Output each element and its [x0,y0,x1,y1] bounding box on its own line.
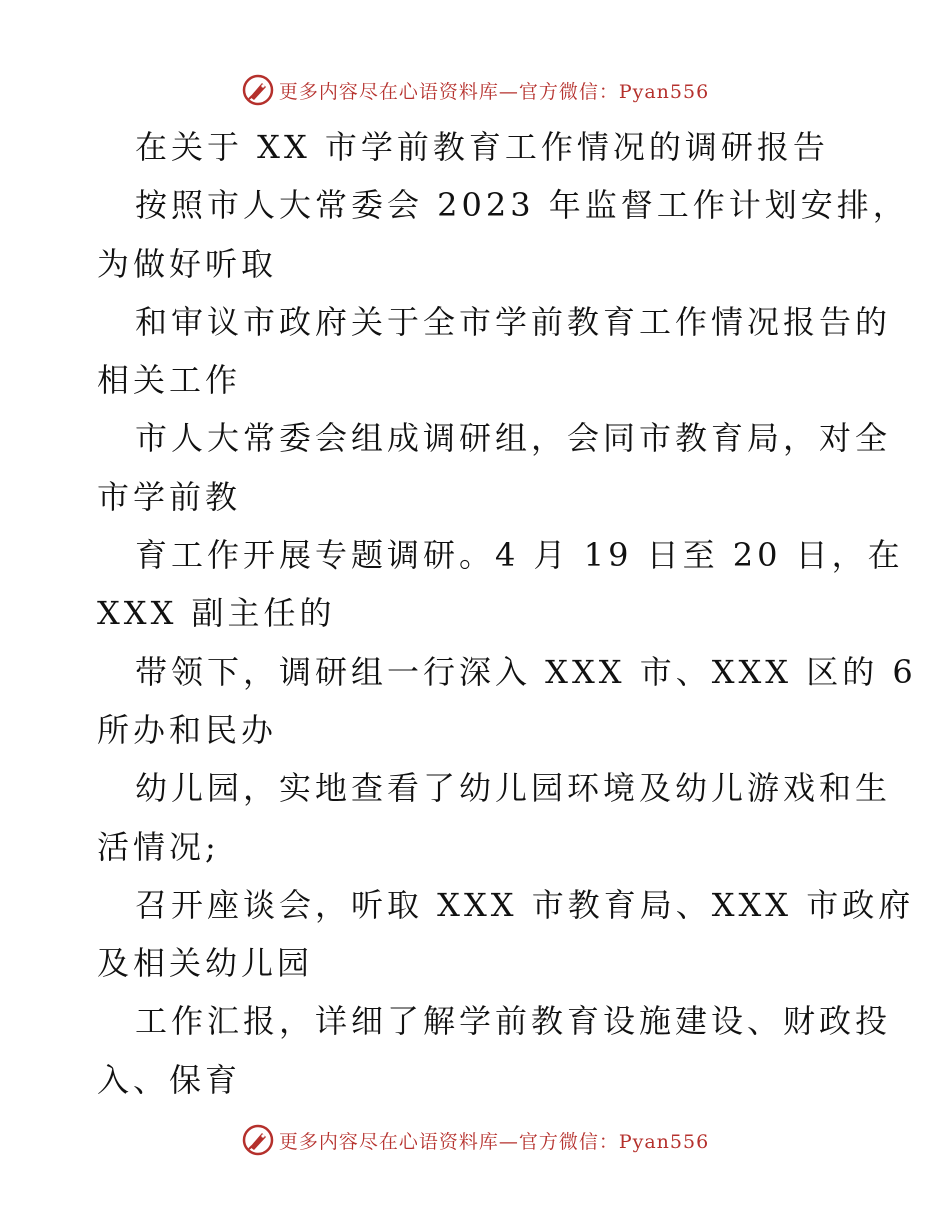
document-line: 幼儿园，实地查看了幼儿园环境及幼儿游戏和生 [135,769,892,808]
document-line: 入、保育 [97,1060,242,1099]
header-banner [0,70,950,110]
document-line: 和审议市政府关于全市学前教育工作情况报告的 [135,302,892,341]
document-line: XXX 副主任的 [97,594,336,633]
document-line: 召开座谈会，听取 XXX 市教育局、XXX 市政府 [135,885,915,924]
document-line: 活情况; [97,827,220,866]
document-line: 市人大常委会组成调研组，会同市教育局，对全 [135,419,892,458]
document-line: 工作汇报，详细了解学前教育设施建设、财政投 [135,1002,892,1041]
document-line: 带领下，调研组一行深入 XXX 市、XXX 区的 6 [135,652,917,691]
document-line: 所办和民办 [97,710,278,749]
pen-nib-logo-icon [241,73,275,107]
document-line: 按照市人大常委会 2023 年监督工作计划安排， [135,186,909,225]
pen-nib-logo-icon [241,1123,275,1157]
document-line: 相关工作 [97,361,242,400]
document-body [97,118,917,1109]
footer-banner-text: 更多内容尽在心语资料库—官方微信：Pyan556 [278,1130,710,1153]
header-banner-text: 更多内容尽在心语资料库—官方微信：Pyan556 [278,80,710,103]
document-line: 在关于 XX 市学前教育工作情况的调研报告 [135,128,829,166]
footer-banner [0,1120,950,1160]
document-line: 市学前教 [97,477,242,516]
document-line: 及相关幼儿园 [97,944,314,983]
document-line: 育工作开展专题调研。4 月 19 日至 20 日，在 [135,536,904,575]
document-line: 为做好听取 [97,244,278,283]
